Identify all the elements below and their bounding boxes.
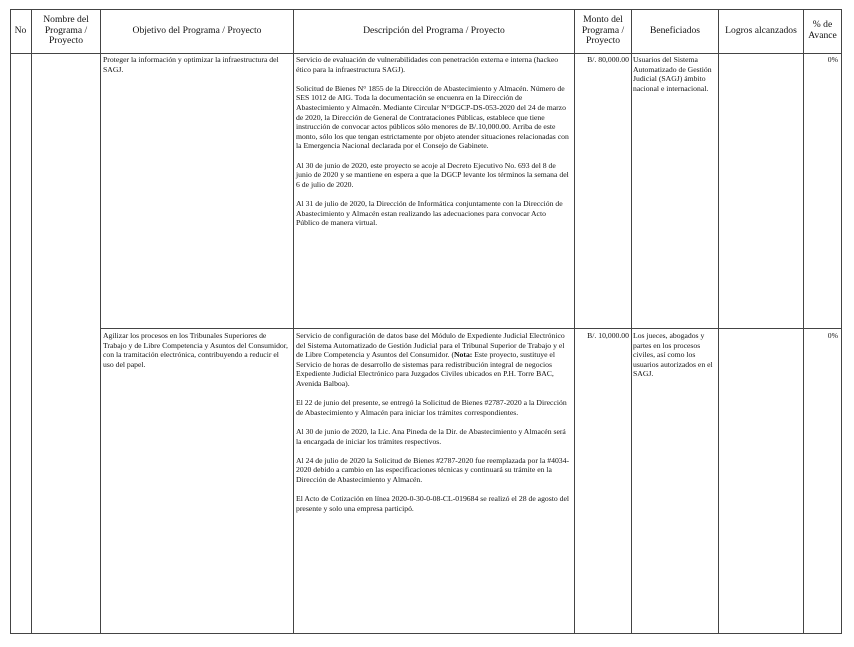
header-no: No bbox=[14, 24, 27, 36]
row2-nota-text: Este proyecto, sustituye el Servicio de horas de desarrollo de sistemas para redistribución integral de negocios Expediente Judicial Electrónico para Juzgados Civiles ubicados en P.H. Torre BAC, Avenida Balboa). bbox=[296, 350, 555, 388]
row2-descripcion-p4: Al 24 de julio de 2020 la Solicitud de Bienes #2787-2020 fue reemplazada por la #4034-2020 debido a cambio en las especificaciones técnicas y continuará su trámite en la Dirección de Abastecimiento y Almacén. bbox=[296, 455, 570, 484]
header-descripcion: Descripción del Programa / Proyecto bbox=[363, 24, 505, 36]
row2-descripcion-p3: Al 30 de junio de 2020, la Lic. Ana Pineda de la Dir. de Abastecimiento y Almacén será la encargada de iniciar los trámites respectivos. bbox=[296, 426, 566, 446]
row2-avance: 0% bbox=[827, 331, 838, 340]
row2-nota-label: Nota: bbox=[454, 350, 473, 360]
header-avance: % de Avance bbox=[808, 19, 837, 41]
row2-descripcion-lead: Servicio de configuración de datos base del Módulo de Expediente Judicial Electrónico del Sistema Automatizado de Gestión Judicial para el Tribunal Superior de Trabajo y el de Libre Competencia y Asuntos del Consumidor. ( bbox=[296, 331, 565, 360]
row2-objetivo: Agilizar los procesos en los Tribunales Superiores de Trabajo y de Libre Competencia y Asuntos del Consumidor, con la tramitación electrónica, contribuyendo a reducir el uso del papel. bbox=[103, 331, 288, 369]
header-objetivo: Objetivo del Programa / Proyecto bbox=[132, 24, 262, 36]
row1-descripcion-p4: Al 31 de julio de 2020, la Dirección de Informática conjuntamente con la Dirección de Abastecimiento y Almacén estan realizando las adecuaciones para convocar Acto Público de manera virtual. bbox=[296, 198, 563, 228]
row2-monto: B/. 10,000.00 bbox=[587, 331, 629, 340]
row2-descripcion-p5: El Acto de Cotización en línea 2020-0-30-0-08-CL-019684 se realizó el 28 de agosto del presente y solo una empresa participó. bbox=[296, 494, 570, 513]
projects-table bbox=[10, 9, 842, 634]
row2-beneficiados: Los jueces, abogados y partes en los procesos civiles, así como los usuarios autorizados en el SAGJ. bbox=[633, 331, 713, 379]
row1-objetivo: Proteger la información y optimizar la infraestructura del SAGJ. bbox=[103, 55, 279, 74]
row1-beneficiados: Usuarios del Sistema Automatizado de Gestión Judicial (SAGJ) ámbito nacional e internacional. bbox=[633, 55, 712, 93]
row1-descripcion-p2: Solicitud de Bienes N° 1855 de la Dirección de Abastecimiento y Almacén. Número de SES 1012 de AIG. Toda la documentación se encuenra en la Dirección de Abastecimiento y Almacén. Mediante Circular N°DGCP-DS-053-2020 del 24 de marzo de 2020, la Dirección de General de Contrataciones Públicas, establece que tiene instrucción de convocar actos públicos sólo menores de B/.10,000.00. Arriba de este monto, sólo los que tengan estrictamente por objeto atender situaciones relacionadas con la Emergencia Nacional declarada por el Consejo de Gabinete. bbox=[296, 83, 569, 151]
row1-descripcion-p1: Servicio de evaluación de vulnerabilidades con penetración externa e interna (hackeo ético para la infraestructura SAGJ). bbox=[296, 55, 559, 74]
header-nombre: Nombre del Programa / Proyecto bbox=[43, 13, 89, 47]
row1-descripcion-p3: Al 30 de junio de 2020, este proyecto se acoje al Decreto Ejecutivo No. 693 del 8 de junio de 2020 y se mantiene en espera a que la DGCP levante los términos la semana del 6 de julio de 2020. bbox=[296, 160, 569, 189]
row2-descripcion bbox=[296, 331, 571, 523]
header-logros: Logros alcanzados bbox=[725, 24, 797, 36]
row2-descripcion-p1 bbox=[296, 331, 571, 389]
row1-monto: B/. 80,000.00 bbox=[587, 55, 629, 64]
row2-descripcion-p2: El 22 de junio del presente, se entregó la Solicitud de Bienes #2787-2020 a la Dirección de Abastecimiento y Almacén para iniciar los trámites correspondientes. bbox=[296, 398, 567, 417]
row1-avance: 0% bbox=[827, 55, 838, 64]
header-monto: Monto del Programa / Proyecto bbox=[581, 13, 625, 47]
header-beneficiados: Beneficiados bbox=[649, 24, 701, 36]
row1-descripcion bbox=[296, 55, 571, 237]
